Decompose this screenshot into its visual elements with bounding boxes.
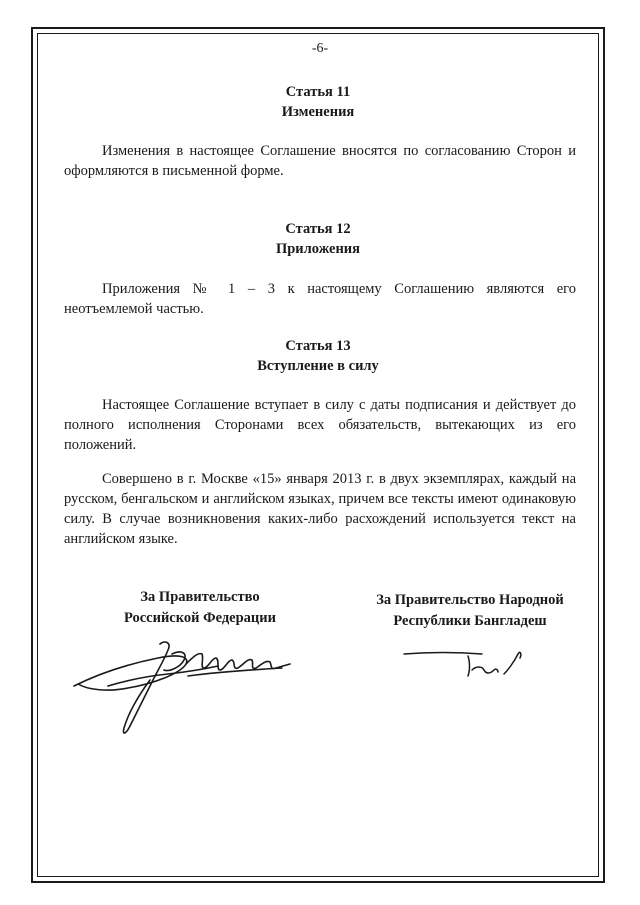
signatory-russia-line2: Российской Федерации	[123, 610, 276, 626]
article-12-heading	[58, 219, 578, 259]
article-13-heading	[58, 336, 578, 376]
article-11-heading	[58, 82, 578, 122]
signatory-bangladesh-line1: За Правительство Народной	[376, 592, 564, 608]
page-number: -6-	[311, 41, 329, 56]
article-13-text: Настоящее Соглашение вступает в силу с даты подписания и действует до полного исполнения Сторонами всех обязательств, вытекающих из его положений.	[64, 397, 576, 453]
signature-bangladesh	[400, 640, 540, 690]
article-13-title: Вступление в силу	[257, 358, 379, 374]
signatory-russia-line1: За Правительство	[140, 589, 260, 605]
article-12-title: Приложения	[275, 241, 361, 257]
article-12-text: Приложения № 1 – 3 к настоящему Соглашению являются его неотъемлемой частью.	[64, 281, 576, 317]
signatory-bangladesh-line2: Республики Бангладеш	[393, 613, 547, 629]
article-11-number: Статья 11	[285, 84, 351, 100]
article-13-number: Статья 13	[285, 338, 351, 354]
article-12-number: Статья 12	[285, 221, 351, 237]
article-11-title: Изменения	[281, 104, 355, 120]
signatory-bangladesh	[340, 590, 600, 632]
closing-paragraph: Совершено в г. Москве «15» января 2013 г. в двух экземплярах, каждый на русском, бенгальском и английском языках, причем все тексты имеют одинаковую силу. В случае возникновения каких-либо расхождений используется текст на английском языке.	[64, 471, 576, 547]
signature-russia	[68, 630, 308, 740]
article-11-text: Изменения в настоящее Соглашение вносятся по согласованию Сторон и оформляются в письменной форме.	[64, 143, 576, 179]
signatory-russia	[90, 587, 310, 629]
